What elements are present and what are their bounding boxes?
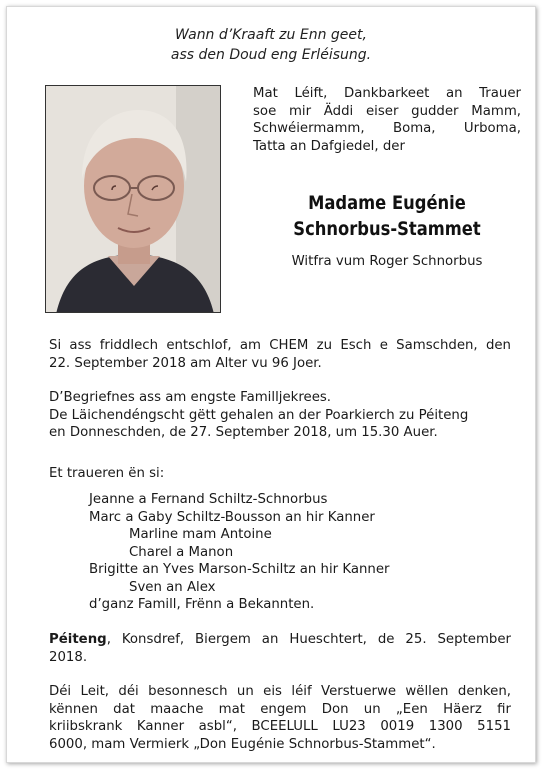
- funeral-line: De Läichendéngscht gëtt gehalen an der Poarkierch zu Péiteng: [49, 407, 469, 423]
- donation-paragraph: [49, 683, 511, 753]
- intro-line: soe mir Äddi eiser gudder Mamm,: [253, 103, 521, 119]
- place-date-line: 2018.: [49, 649, 88, 665]
- funeral-line: D’Begriefnes ass am engste Familljekrees.: [49, 390, 332, 405]
- place-date-paragraph: [49, 631, 511, 666]
- donation-line: 6000, mam Vermierk „Don Eugénie Schnorbus-Stammet“.: [49, 736, 436, 752]
- intro-line: Mat Léift, Dankbarkeet an Trauer: [253, 86, 521, 101]
- portrait-illustration: [46, 86, 221, 313]
- widow-line: Witfra vum Roger Schnorbus: [291, 254, 483, 269]
- mourner-item: Charel a Manon: [129, 544, 234, 560]
- place-date-rest: , Konsdref, Biergem an Hueschtert, de 25. September: [106, 632, 511, 647]
- funeral-paragraph: [49, 389, 511, 442]
- mourners-list: [49, 491, 511, 614]
- motto: [7, 25, 535, 65]
- portrait-photo: [45, 85, 221, 313]
- intro-text: [253, 85, 521, 155]
- motto-line: ass den Doud eng Erléisung.: [170, 47, 372, 63]
- obituary-card: [6, 6, 536, 763]
- mourner-item: Marline mam Antoine: [129, 527, 272, 542]
- passing-line: Si ass friddlech entschlof, am CHEM zu Esch e Samschden, den: [49, 338, 511, 353]
- place-date-line: [49, 631, 511, 649]
- mourner-item: Jeanne a Fernand Schiltz-Schnorbus: [89, 492, 328, 507]
- name-line: Schnorbus-Stammet: [293, 218, 481, 240]
- deceased-name: [260, 190, 515, 242]
- intro-line: Tatta an Dafgiedel, der: [253, 138, 405, 154]
- donation-line: kënnen dat maache mat engem Don un „Een Häerz fir: [49, 701, 511, 717]
- funeral-line: en Donneschden, de 27. September 2018, um 15.30 Auer.: [49, 425, 438, 440]
- passing-paragraph: [49, 337, 511, 372]
- mourners-heading: Et traueren ën si:: [49, 466, 165, 481]
- donation-line: kriibskrank Kanner asbl“, BCEELULL LU23 0019 1300 5151: [49, 719, 511, 734]
- name-line: Madame Eugénie: [308, 192, 466, 214]
- passing-line: 22. September 2018 am Alter vu 96 Joer.: [49, 355, 322, 371]
- mourner-item: Sven an Alex: [129, 579, 216, 595]
- place-name: Péiteng: [49, 632, 107, 647]
- intro-line: Schwéiermamm, Boma, Urboma,: [253, 121, 521, 136]
- mourner-item: Brigitte an Yves Marson-Schiltz an hir Kanner: [89, 562, 390, 577]
- mourner-item: Marc a Gaby Schiltz-Bousson an hir Kanner: [89, 509, 375, 525]
- motto-line: Wann d’Kraaft zu Enn geet,: [175, 27, 367, 43]
- mourner-item: d’ganz Famill, Frënn a Bekannten.: [89, 597, 315, 612]
- donation-line: Déi Leit, déi besonnesch un eis léif Verstuerwe wëllen denken,: [49, 684, 511, 699]
